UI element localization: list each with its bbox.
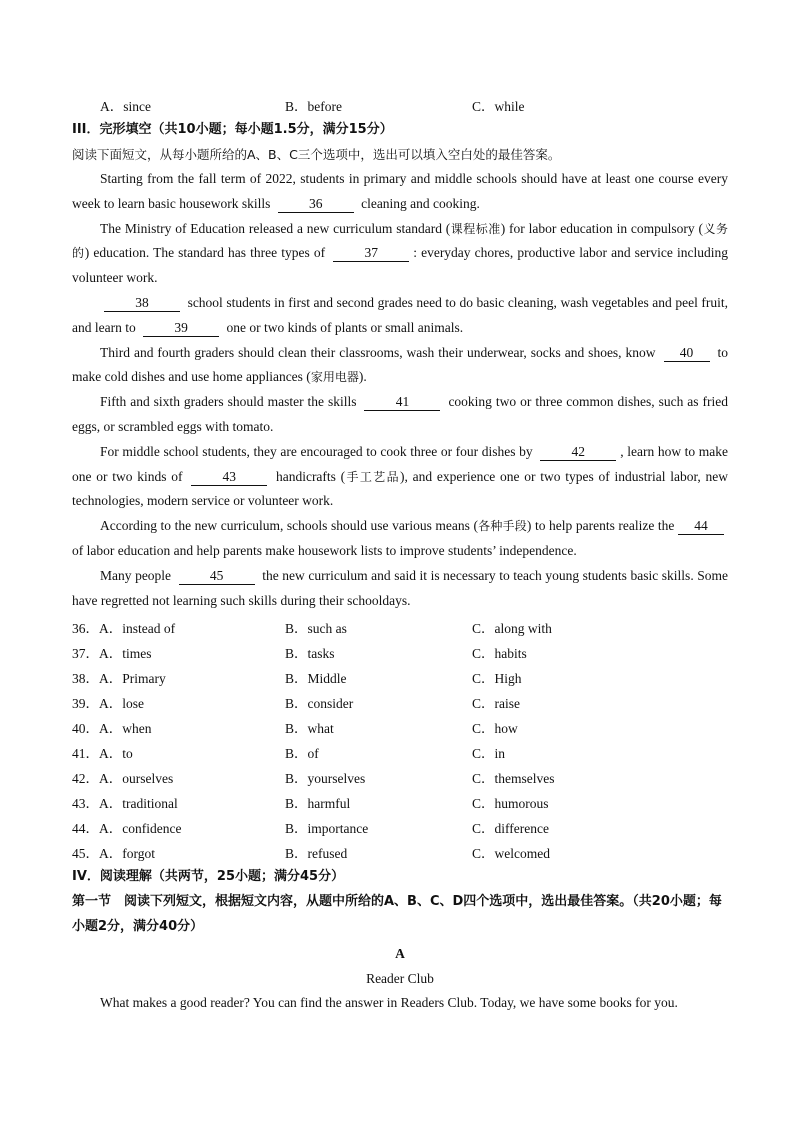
passage-letter: A xyxy=(395,946,405,962)
question-41: 41．A．to B．of C．in xyxy=(72,745,506,761)
question-40: 40．A．when B．what C．how xyxy=(72,720,518,736)
option-c: C．while xyxy=(472,98,525,114)
blank-39: 39 xyxy=(143,320,219,337)
section3-instruction: 阅读下面短文，从每小题所给的A、B、C三个选项中，选出可以填入空白处的最佳答案。 xyxy=(72,147,561,162)
blank-43: 43 xyxy=(191,469,267,486)
question-39: 39．A．lose B．consider C．raise xyxy=(72,695,520,711)
question-43: 43．A．traditional B．harmful C．humorous xyxy=(72,795,549,811)
section4-heading: IV．阅读理解（共两节，25小题；满分45分） xyxy=(72,869,345,885)
question-42: 42．A．ourselves B．yourselves C．themselves xyxy=(72,770,555,786)
blank-42: 42 xyxy=(540,444,616,461)
paragraph-8: Many people 45 the new curriculum and said it is necessary to teach young students basic skills. Some have regretted not learning such skills during their schooldays. xyxy=(72,567,729,608)
question-36: 36．A．instead of B．such as C．along with xyxy=(72,620,552,636)
blank-36: 36 xyxy=(278,196,354,213)
option-a: A．since xyxy=(100,98,151,114)
blank-44: 44 xyxy=(678,518,724,535)
paragraph-4: Third and fourth graders should clean their classrooms, wash their underwear, socks and shoes, know 40 to make cold dishes and use home appliances (家用电器). xyxy=(72,344,729,385)
paragraph-3: 38 school students in first and second grades need to do basic cleaning, wash vegetables and peel fruit, and learn to 39 one or two kinds of plants or small animals. xyxy=(72,294,728,335)
paragraph-7: According to the new curriculum, schools should use various means (各种手段) to help parents realize the 44 of labor education and help parents make housework lists to improve students’ independence. xyxy=(72,514,728,564)
passage-title: Reader Club xyxy=(366,971,434,987)
section3-heading: III．完形填空（共10小题；每小题1.5分，满分15分） xyxy=(72,122,393,137)
paragraph-2: The Ministry of Education released a new curriculum standard (课程标准) for labor education in compulsory (义务的) education. The standard has three types of 37 : everyday chores, productive labor and service including volunteer work. xyxy=(72,220,729,286)
question-list xyxy=(72,614,728,864)
cloze-passage xyxy=(72,167,728,613)
blank-37: 37 xyxy=(333,245,409,262)
question-45: 45．A．forgot B．refused C．welcomed xyxy=(72,845,550,861)
question-37: 37．A．times B．tasks C．habits xyxy=(72,645,527,661)
blank-38: 38 xyxy=(104,295,180,312)
option-b: B．before xyxy=(285,98,342,114)
paragraph-1: Starting from the fall term of 2022, students in primary and middle schools should have at least one course every week to learn basic housework skills 36 cleaning and cooking. xyxy=(72,171,728,211)
blank-45: 45 xyxy=(179,568,255,585)
blank-40: 40 xyxy=(664,345,710,362)
exam-page xyxy=(72,92,728,1016)
section4-part1-instruction: 第一节 阅读下列短文，根据短文内容，从题中所给的A、B、C、D四个选项中，选出最佳答案。（共20小题；每小题2分，满分40分） xyxy=(72,894,722,935)
blank-41: 41 xyxy=(364,394,440,411)
passage-intro: What makes a good reader? You can find the answer in Readers Club. Today, we have some books for you. xyxy=(100,995,678,1011)
paragraph-5: Fifth and sixth graders should master the skills 41 cooking two or three common dishes, such as fried eggs, or scrambled eggs with tomato. xyxy=(72,394,728,434)
paragraph-6: For middle school students, they are encouraged to cook three or four dishes by 42 , learn how to make one or two kinds of 43 handicrafts (手工艺品), and experience one or two types of industrial labor, new technologies, modern service or volunteer work. xyxy=(72,443,729,509)
prev-question-options xyxy=(72,92,728,117)
question-44: 44．A．confidence B．importance C．difference xyxy=(72,820,549,836)
question-38: 38．A．Primary B．Middle C．High xyxy=(72,670,522,686)
